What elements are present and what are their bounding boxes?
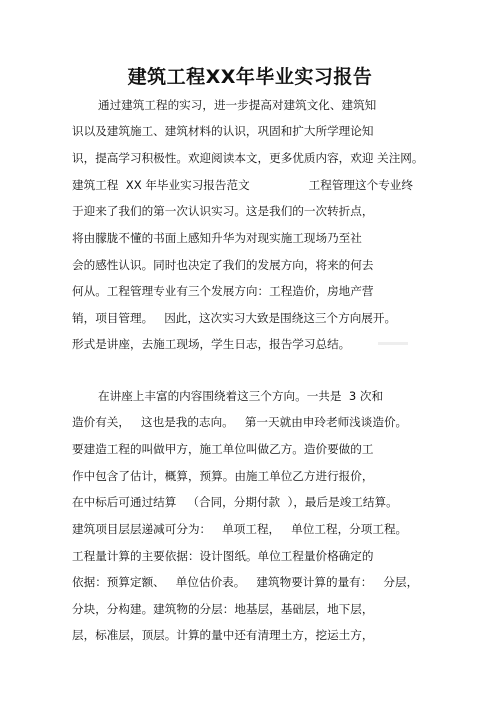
paragraph-line: 形式是讲座，去施工现场，学生日志，报告学习总结。 [72, 337, 351, 351]
paragraph-line: 通过建筑工程的实习，进一步提高对建筑文化、建筑知 [98, 98, 377, 112]
paragraph-line: 在讲座上丰富的内容围绕着这三个方向。一共是 3 次和 [98, 389, 384, 403]
paragraph-line: 于迎来了我们的第一次认识实习。这是我们的一次转折点， [72, 204, 374, 218]
paragraph-line: 在中标后可通过结算 （合同，分期付款 ），最后是竣工结算。 [72, 495, 398, 509]
paragraph-line: 造价有关， 这也是我的志向。 第一天就由申玲老师浅谈造价。 [72, 415, 408, 429]
paragraph-line: 依据：预算定额、 单位估价表。 建筑物要计算的量有： 分层， [72, 575, 419, 589]
paragraph-line: 作中包含了估计，概算，预算。由施工单位乙方进行报价， [72, 469, 374, 483]
paragraph-line: 层，标准层，顶层。计算的量中还有清理土方，挖运土方， [72, 628, 374, 642]
paragraph-line: 建筑工程 XX 年毕业实习报告范文 工程管理这个专业终 [72, 178, 413, 192]
paragraph-line: 何从。工程管理专业有三个发展方向：工程造价，房地产营 [72, 284, 374, 298]
paragraph-line: 工程量计算的主要依据：设计图纸。单位工程量价格确定的 [72, 549, 374, 563]
document-title: 建筑工程XX年毕业实习报告 [127, 66, 373, 88]
faint-mark [378, 342, 408, 345]
paragraph-line: 将由朦胧不懂的书面上感知升华为对现实施工现场乃至社 [72, 231, 362, 245]
paragraph-line: 要建造工程的叫做甲方，施工单位叫做乙方。造价要做的工 [72, 442, 374, 456]
paragraph-line: 建筑项目层层递减可分为： 单项工程， 单位工程，分项工程。 [72, 522, 408, 536]
paragraph-line: 分块，分构建。建筑物的分层：地基层，基础层，地下层， [72, 602, 374, 616]
paragraph-line: 销，项目管理。 因此，这次实习大致是围绕这三个方向展开。 [72, 311, 397, 325]
paragraph-line: 识以及建筑施工、建筑材料的认识，巩固和扩大所学理论知 [72, 124, 374, 138]
paragraph-line: 识，提高学习积极性。欢迎阅读本文，更多优质内容，欢迎 关注网。 [72, 151, 424, 165]
paragraph-line: 会的感性认识。同时也决定了我们的发展方向，将来的何去 [72, 258, 374, 272]
